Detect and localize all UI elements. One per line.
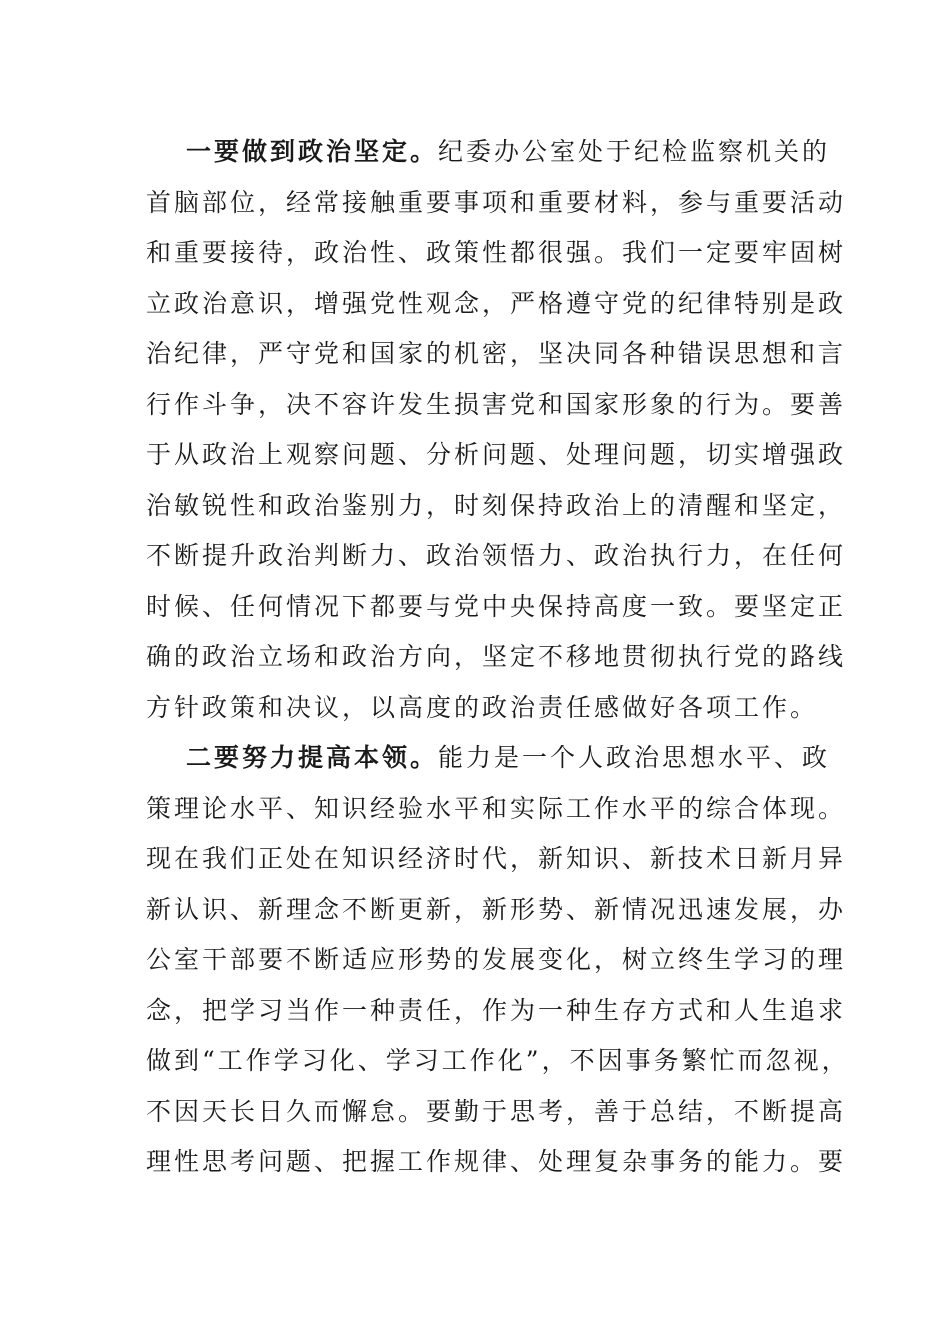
paragraph-line: 时候、任何情况下都要与党中央保持高度一致。要坚定正 (146, 591, 847, 621)
paragraph-first-line (146, 127, 831, 178)
paragraph-line: 行作斗争，决不容许发生损害党和国家形象的行为。要善 (146, 389, 847, 419)
paragraph-line: 做到“工作学习化、学习工作化”，不因事务繁忙而忽视， (146, 1046, 850, 1075)
paragraph-line: 现在我们正处在知识经济时代，新知识、新技术日新月异 (146, 844, 847, 873)
paragraph-line: 首脑部位，经常接触重要事项和重要材料，参与重要活动 (146, 187, 847, 217)
paragraph-line-text: 纪委办公室处于纪检监察机关的 (438, 137, 831, 166)
paragraph-2 (146, 733, 850, 1188)
paragraph-1 (146, 127, 847, 733)
paragraph-line: 于从政治上观察问题、分析问题、处理问题，切实增强政 (146, 440, 847, 469)
paragraph-heading: 一要做到政治坚定。 (186, 137, 439, 166)
paragraph-line: 治纪律，严守党和国家的机密，坚决同各种错误思想和言 (146, 339, 847, 368)
document-body (146, 127, 850, 1188)
paragraph-line: 不因天长日久而懈怠。要勤于思考，善于总结，不断提高 (146, 1096, 847, 1126)
paragraph-line: 方针政策和决议，以高度的政治责任感做好各项工作。 (146, 692, 819, 722)
paragraph-first-line (146, 733, 831, 784)
paragraph-line: 新认识、新理念不断更新，新形势、新情况迅速发展，办 (146, 894, 847, 924)
paragraph-line: 不断提升政治判断力、政治领悟力、政治执行力，在任何 (146, 541, 847, 570)
paragraph-heading: 二要努力提高本领。 (186, 743, 439, 772)
paragraph-line: 理性思考问题、把握工作规律、处理复杂事务的能力。要 (146, 1147, 847, 1176)
paragraph-line: 治敏锐性和政治鉴别力，时刻保持政治上的清醒和坚定， (146, 490, 847, 520)
paragraph-line: 公室干部要不断适应形势的发展变化，树立终生学习的理 (146, 945, 847, 974)
paragraph-line: 念，把学习当作一种责任，作为一种生存方式和人生追求 (146, 995, 847, 1025)
paragraph-line: 立政治意识，增强党性观念，严格遵守党的纪律特别是政 (146, 288, 847, 318)
paragraph-line: 确的政治立场和政治方向，坚定不移地贯彻执行党的路线 (146, 642, 847, 671)
paragraph-line-text: 能力是一个人政治思想水平、政 (438, 743, 831, 772)
paragraph-line: 和重要接待，政治性、政策性都很强。我们一定要牢固树 (146, 238, 847, 267)
paragraph-line: 策理论水平、知识经验水平和实际工作水平的综合体现。 (146, 793, 847, 823)
